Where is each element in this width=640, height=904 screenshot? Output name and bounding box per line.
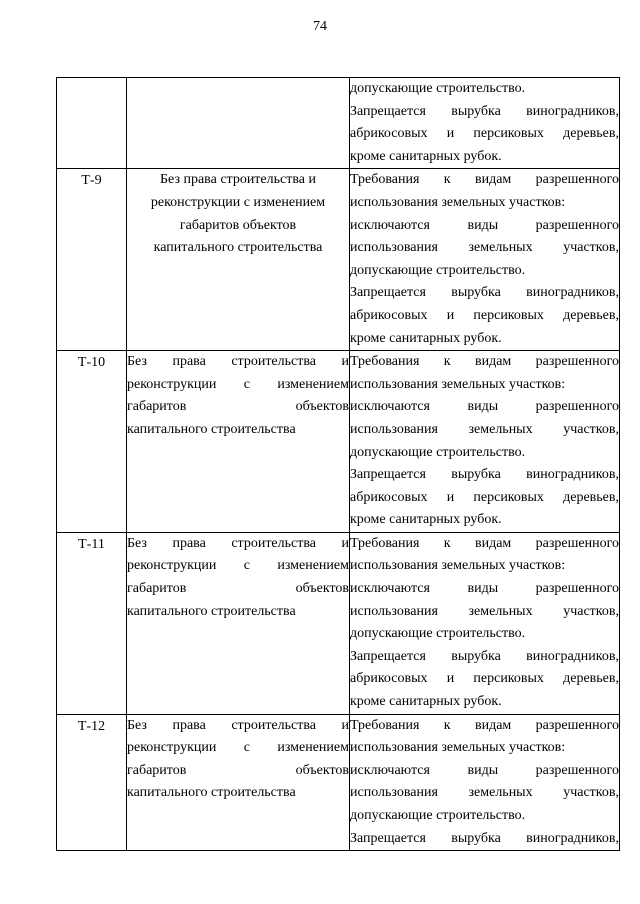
regime-text-line: капитального строительства — [127, 421, 296, 437]
regime-cell — [127, 714, 350, 851]
zone-code: Т-12 — [77, 718, 106, 734]
regime-text-line: капитального строительства — [127, 785, 296, 801]
requirement-text-line: использования земельных участков, — [350, 240, 619, 256]
requirements-cell — [350, 169, 620, 351]
zones-table-body — [57, 78, 620, 851]
zone-code: Т-11 — [78, 536, 105, 552]
regime-cell — [127, 169, 350, 351]
requirement-text-line: допускающие строительство. — [350, 444, 526, 460]
regime-text-line: реконструкции с изменением — [150, 194, 326, 210]
table-row — [57, 351, 620, 533]
requirement-text-line: абрикосовых и персиковых деревьев, — [350, 489, 619, 505]
requirement-text-line: абрикосовых и персиковых деревьев, — [350, 671, 619, 687]
zone-code-cell — [57, 169, 127, 351]
requirement-text-line: допускающие строительство. — [350, 81, 526, 96]
regime-text-line: габаритов объектов — [179, 217, 297, 233]
zone-code-cell — [57, 532, 127, 714]
regime-text-line: Без права строительства и — [127, 535, 349, 551]
regime-text-line: габаритов объектов — [127, 581, 349, 597]
requirement-text-line: Требования к видам разрешенного — [350, 354, 619, 370]
requirement-text-line: Требования к видам разрешенного — [350, 717, 619, 733]
regime-cell — [127, 351, 350, 533]
table-row — [57, 714, 620, 851]
regime-text-line: габаритов объектов — [127, 399, 349, 415]
requirement-text-line: кроме санитарных рубок. — [350, 512, 502, 528]
regime-text-line: габаритов объектов — [127, 762, 349, 778]
regime-text-line: Без права строительства и — [160, 172, 316, 188]
requirement-text-line: кроме санитарных рубок. — [350, 330, 502, 346]
regime-text-line: реконструкции с изменением — [127, 376, 349, 392]
requirements-cell — [350, 532, 620, 714]
requirement-text-line: Запрещается вырубка виноградников, — [350, 285, 619, 301]
zone-code — [57, 78, 126, 79]
requirement-text-line: допускающие строительство. — [350, 262, 526, 278]
requirement-text-line: допускающие строительство. — [350, 808, 526, 823]
regime-cell — [127, 532, 350, 714]
requirement-text-line: использования земельных участков, — [350, 785, 619, 801]
requirement-text-line: использования земельных участков: — [350, 558, 566, 574]
requirement-text-line: допускающие строительство. — [350, 626, 526, 642]
requirement-text-line: кроме санитарных рубок. — [350, 694, 502, 710]
regime-text-line: Без права строительства и — [127, 354, 349, 370]
requirement-text-line: исключаются виды разрешенного — [350, 581, 619, 597]
requirement-text-line: кроме санитарных рубок. — [350, 148, 502, 164]
requirements-cell — [350, 351, 620, 533]
regime-text-line: реконструкции с изменением — [127, 740, 349, 756]
zones-table — [56, 77, 620, 851]
requirement-text-line: использования земельных участков: — [350, 194, 566, 210]
table-row — [57, 169, 620, 351]
requirement-text-line: использования земельных участков, — [350, 421, 619, 437]
requirements-cell — [350, 78, 620, 169]
requirement-text-line: использования земельных участков: — [350, 376, 566, 392]
regime-cell — [127, 78, 350, 169]
zone-code: Т-9 — [81, 173, 102, 189]
regime-text-line: реконструкции с изменением — [127, 558, 349, 574]
requirement-text-line: Запрещается вырубка виноградников, — [350, 103, 619, 119]
requirement-text-line: использования земельных участков, — [350, 603, 619, 619]
requirement-text-line: использования земельных участков: — [350, 740, 566, 756]
requirement-text-line: Запрещается вырубка виноградников, — [350, 648, 619, 664]
requirement-text-line: абрикосовых и персиковых деревьев, — [350, 126, 619, 142]
requirement-text-line: абрикосовых и персиковых деревьев, — [350, 307, 619, 323]
zone-code-cell — [57, 714, 127, 851]
requirement-text-line: Запрещается вырубка виноградников, — [350, 830, 619, 846]
requirement-text-line: Запрещается вырубка виноградников, — [350, 467, 619, 483]
zone-code-cell — [57, 78, 127, 169]
regime-text-line: капитального строительства — [153, 240, 323, 256]
requirement-text-line: исключаются виды разрешенного — [350, 762, 619, 778]
zone-code-cell — [57, 351, 127, 533]
page-number: 74 — [313, 19, 327, 34]
requirement-text-line: Требования к видам разрешенного — [350, 535, 619, 551]
requirement-text-line: исключаются виды разрешенного — [350, 399, 619, 415]
zone-code: Т-10 — [77, 355, 106, 371]
requirements-cell — [350, 714, 620, 851]
table-row — [57, 78, 620, 169]
requirement-text-line: Требования к видам разрешенного — [350, 172, 619, 188]
regime-text-line: капитального строительства — [127, 603, 296, 619]
regime-text-line: Без права строительства и — [127, 717, 349, 733]
requirement-text-line: исключаются виды разрешенного — [350, 217, 619, 233]
table-row — [57, 532, 620, 714]
